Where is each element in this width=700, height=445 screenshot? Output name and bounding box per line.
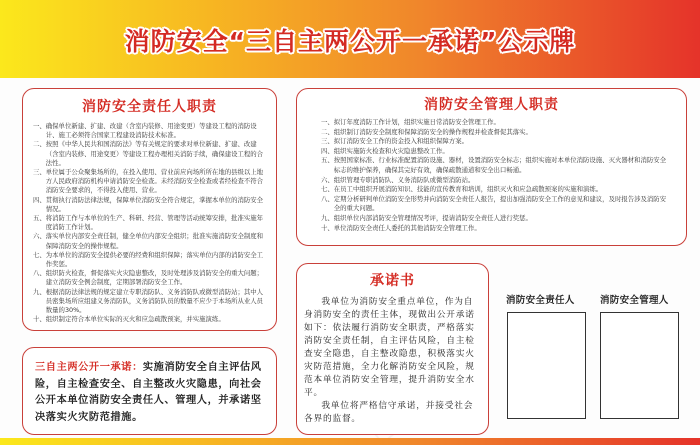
promise-paragraph: 我单位为消防安全重点单位，作为自身消防安全的责任主体，现做出公开承诺如下：依法履行消防安全职责，严格落实消防安全责任制，自主评估风险，自主检查安全隐患，自主整改隐患，积极落实火灾防范措施，全力化解消防安全风险，规范本单位消防安全管理，提升消防安全水平。 <box>304 297 475 398</box>
manager-person-photo-slot <box>600 312 679 419</box>
item-text: 将消防工作与本单位的生产、科研、经营、管理等活动统筹安排，批准实施年度消防工作计划。 <box>45 214 264 232</box>
item-text: 单位消防安全责任人委托的其他消防安全管理工作。 <box>333 223 481 232</box>
list-item <box>321 185 672 195</box>
item-number: 九、 <box>33 287 46 296</box>
item-number: 八、 <box>321 194 334 203</box>
list-item <box>33 122 266 140</box>
item-text: 根据消防法律法规的规定建立专职消防队、义务消防队或微型消防站；其中人员密集场所应组建义务消防队，义务消防队员的数量不应少于本场所从业人员数量的30%。 <box>45 287 264 315</box>
item-number: 五、 <box>321 156 334 165</box>
item-number: 三、 <box>321 137 334 146</box>
item-text: 落实单位内部安全责任制，健全单位内部安全组织；批准实施消防安全制度和保障消防安全的操作规程。 <box>45 232 264 250</box>
item-number: 十、 <box>321 223 334 232</box>
list-item <box>33 196 266 214</box>
list-item <box>33 288 266 316</box>
duty-panel <box>22 88 277 331</box>
item-text: 在员工中组织开展消防知识、技能的宣传教育和培训，组织灭火和应急疏散预案的实施和演练。 <box>333 185 603 194</box>
duty-list <box>33 122 266 324</box>
manager-list <box>321 118 672 233</box>
list-item <box>33 214 266 232</box>
item-text: 单位属于公众聚集场所的，在投入使用、营业前应向场所所在地的县级以上地方人民政府消防机构申请消防安全检查。未经消防安全检查或者经检查不符合消防安全要求的，不得投入使用、营业。 <box>45 168 264 195</box>
item-number: 六、 <box>33 232 46 241</box>
list-item <box>33 168 266 196</box>
responsible-person-label: 消防安全责任人 <box>506 295 575 306</box>
footer-strip <box>0 438 700 445</box>
list-item <box>33 140 266 168</box>
list-item <box>321 214 672 224</box>
item-number: 二、 <box>33 140 46 149</box>
header-banner <box>0 0 700 78</box>
list-item <box>33 269 266 287</box>
commitment-note-highlight: 三自主两公开一承诺： <box>35 362 143 373</box>
list-item <box>321 176 672 186</box>
item-number: 六、 <box>321 175 334 184</box>
list-item <box>321 128 672 138</box>
item-text: 组织单位内部消防安全管理情况考评，提请消防安全责任人进行奖惩。 <box>333 213 532 222</box>
commitment-note-body: 实施消防安全自主评估风险，自主检查安全、自主整改火灾隐患，向社会公开本单位消防安全责任人、管理人，并承诺坚决落实火灾防范措施。 <box>35 362 262 423</box>
list-item <box>321 137 672 147</box>
item-text: 组织防火检查，督促落实火灾隐患整改，及时处理涉及消防安全的重大问题；建立消防安全例会制度，定期部署消防安全工作。 <box>45 269 264 287</box>
item-number: 八、 <box>33 269 46 278</box>
item-text: 按照《中华人民共和国消防法》等有关规定的要求对单位新建、扩建、改建（含室内装修、用途变更）等建设工程办理相关消防手续，确保建设工程的合法性。 <box>45 140 264 167</box>
item-text: 拟订消防安全工作的资金投入和组织保障方案。 <box>333 137 468 146</box>
list-item <box>321 156 672 175</box>
item-number: 三、 <box>33 168 46 177</box>
item-number: 四、 <box>321 146 334 155</box>
commitment-note-text <box>35 360 266 426</box>
promise-paragraph: 我单位将严格信守承诺，并接受社会各界的监督。 <box>304 401 474 424</box>
commitment-note-panel <box>22 347 277 435</box>
item-text: 贯彻执行消防法律法规，保障单位消防安全符合规定，掌握本单位的消防安全情况。 <box>45 195 264 213</box>
list-item <box>321 118 672 128</box>
item-text: 组织制定符合本单位实际的灭火和应急疏散预案，并实施演练。 <box>45 315 225 324</box>
item-number: 一、 <box>33 122 46 130</box>
promise-panel <box>296 263 489 435</box>
list-item <box>33 315 266 324</box>
item-text: 组织实施防火检查和火灾隐患整改工作。 <box>333 146 449 155</box>
list-item <box>321 224 672 234</box>
list-item <box>33 232 266 250</box>
manager-person-label: 消防安全管理人 <box>600 295 669 306</box>
list-item <box>33 251 266 269</box>
item-number: 二、 <box>321 127 334 136</box>
promise-panel-title: 承诺书 <box>370 273 415 289</box>
item-text: 组织管理专职消防队、义务消防队或微型消防站。 <box>333 175 475 184</box>
item-text: 拟订年度消防工作计划，组织实施日常消防安全管理工作。 <box>333 118 500 126</box>
item-number: 九、 <box>321 213 334 222</box>
item-number: 一、 <box>321 118 334 126</box>
item-text: 按照国家标准、行业标准配置消防设施、器材，设置消防安全标志；组织实施对本单位消防设施、灭火器材和消防安全标志的维护保养，确保其完好有效，确保疏散通道和安全出口畅通。 <box>333 156 667 174</box>
promise-body <box>304 296 482 426</box>
item-number: 十、 <box>33 315 46 324</box>
list-item <box>321 147 672 157</box>
item-number: 七、 <box>33 250 46 259</box>
item-number: 七、 <box>321 185 334 194</box>
manager-panel <box>296 88 687 246</box>
list-item <box>321 195 672 214</box>
duty-panel-title: 消防安全责任人职责 <box>82 99 217 115</box>
item-number: 四、 <box>33 195 46 204</box>
item-text: 为本单位的消防安全提供必要的经费和组织保障；落实单位内部的消防安全工作奖惩。 <box>45 250 264 269</box>
responsible-person-photo-slot <box>507 312 586 419</box>
item-text: 定期分析研判单位消防安全形势并向消防安全责任人报告，提出加强消防安全工作的意见和建议，及时报告涉及消防安全的重大问题。 <box>333 194 667 213</box>
item-text: 确保单位新建、扩建、改建（含室内装修、用途变更）等建设工程的消防设计、施工必须符合国家工程建设消防技术标准。 <box>45 122 257 140</box>
page-title: 消防安全“三自主两公开一承诺”公示牌 <box>124 27 576 56</box>
item-number: 五、 <box>33 214 46 223</box>
manager-panel-title: 消防安全管理人职责 <box>424 97 559 113</box>
item-text: 组织制订消防安全制度和保障消防安全的操作规程并检查督促其落实。 <box>333 127 532 136</box>
